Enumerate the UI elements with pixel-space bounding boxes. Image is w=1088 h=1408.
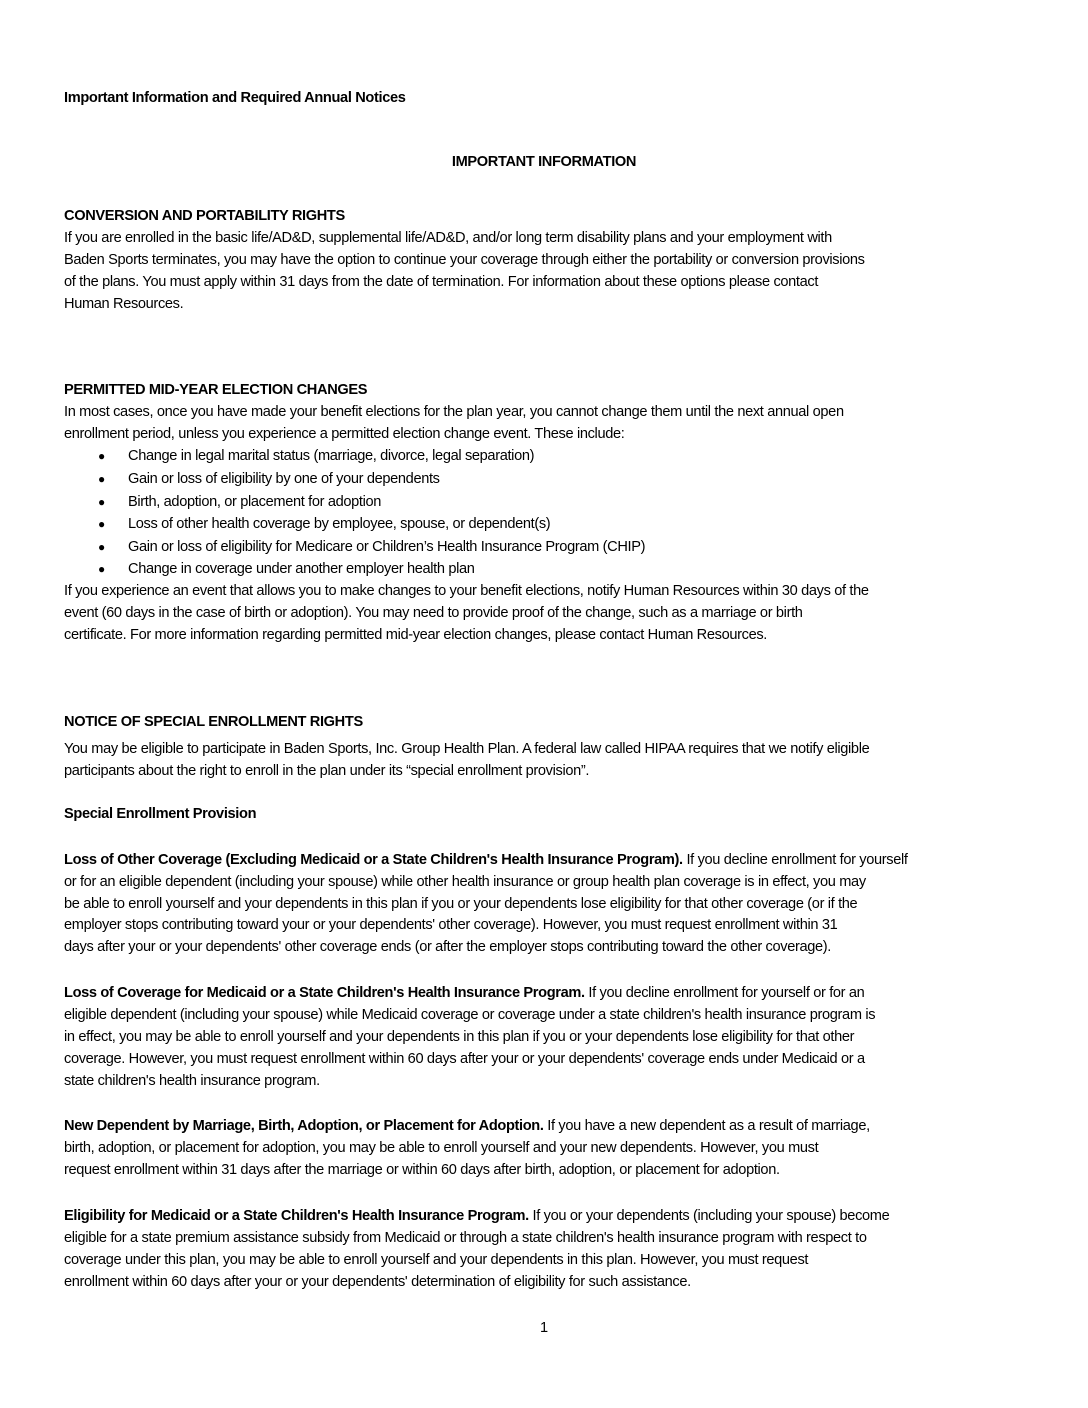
midyear-outro-line: event (60 days in the case of birth or adoption). You may need to provide proof of the change, such as a marriage or birth <box>64 605 803 621</box>
conversion-line: of the plans. You must apply within 31 days from the date of termination. For information about these options please contact <box>64 274 819 290</box>
provision-line: days after your or your dependents' other coverage ends (or after the employer stops contributing toward the other coverage). <box>64 939 832 955</box>
special-subheading: Special Enrollment Provision <box>64 806 257 822</box>
provision-first-line <box>64 1115 870 1137</box>
provision-line: request enrollment within 31 days after the marriage or within 60 days after birth, adoption, or placement for adoption. <box>64 1162 780 1178</box>
provision-line: in effect, you may be able to enroll yourself and your dependents in this plan if you or your dependents lose eligibility for that other <box>64 1029 855 1045</box>
bullet-icon: ● <box>98 472 106 486</box>
provision-line: enrollment within 60 days after your or your dependents' determination of eligibility for such assistance. <box>64 1274 691 1290</box>
midyear-intro-line: In most cases, once you have made your benefit elections for the plan year, you cannot change them until the next annual open <box>64 404 844 420</box>
list-item: Change in legal marital status (marriage, divorce, legal separation) <box>128 448 535 464</box>
midyear-outro-line: certificate. For more information regarding permitted mid-year election changes, please contact Human Resources. <box>64 627 767 643</box>
midyear-heading: PERMITTED MID-YEAR ELECTION CHANGES <box>64 382 368 398</box>
provision-line: coverage. However, you must request enrollment within 60 days after your or your dependents' coverage ends under Medicaid or a <box>64 1051 865 1067</box>
special-intro-line: participants about the right to enroll in the plan under its “special enrollment provision”. <box>64 763 590 779</box>
midyear-intro-line: enrollment period, unless you experience a permitted election change event. These include: <box>64 426 625 442</box>
provision-line: eligible dependent (including your spouse) while Medicaid coverage or coverage under a state children's health insurance program is <box>64 1007 876 1023</box>
conversion-line: Human Resources. <box>64 296 184 312</box>
provision-title: New Dependent by Marriage, Birth, Adoption, or Placement for Adoption. <box>64 1118 544 1134</box>
provision-line: coverage under this plan, you may be able to enroll yourself and your dependents in this plan. However, you must request <box>64 1252 809 1268</box>
list-item: Loss of other health coverage by employee, spouse, or dependent(s) <box>128 516 551 532</box>
provision-line: employer stops contributing toward your or your dependents' other coverage). However, you must request enrollment within 31 <box>64 917 838 933</box>
bullet-icon: ● <box>98 495 106 509</box>
conversion-line: Baden Sports terminates, you may have the option to continue your coverage through either the portability or conversion provisions <box>64 252 865 268</box>
provision-text: If you decline enrollment for yourself or for an <box>584 985 865 1001</box>
midyear-outro-line: If you experience an event that allows you to make changes to your benefit elections, notify Human Resources within 30 days of the <box>64 583 869 599</box>
provision-title: Loss of Other Coverage (Excluding Medicaid or a State Children's Health Insurance Program). <box>64 852 683 868</box>
list-item: Gain or loss of eligibility by one of your dependents <box>128 471 440 487</box>
special-heading: NOTICE OF SPECIAL ENROLLMENT RIGHTS <box>64 714 363 730</box>
special-intro-line: You may be eligible to participate in Baden Sports, Inc. Group Health Plan. A federal law called HIPAA requires that we notify eligible <box>64 741 870 757</box>
conversion-line: If you are enrolled in the basic life/AD&D, supplemental life/AD&D, and/or long term disability plans and your employment with <box>64 230 832 246</box>
provision-first-line <box>64 849 908 871</box>
bullet-icon: ● <box>98 562 106 576</box>
page-number: 1 <box>539 1320 549 1336</box>
provision-text: If you or your dependents (including your spouse) become <box>528 1208 890 1224</box>
provision-title: Loss of Coverage for Medicaid or a State Children's Health Insurance Program. <box>64 985 585 1001</box>
provision-line: or for an eligible dependent (including your spouse) while other health insurance or group health plan coverage is in effect, you may <box>64 874 866 890</box>
document-title: Important Information and Required Annual Notices <box>64 90 406 106</box>
bullet-icon: ● <box>98 517 106 531</box>
provision-text: If you have a new dependent as a result of marriage, <box>543 1118 870 1134</box>
provision-first-line <box>64 1205 889 1227</box>
provision-line: birth, adoption, or placement for adoption, you may be able to enroll yourself and your new dependents. However, you must <box>64 1140 819 1156</box>
provision-line: be able to enroll yourself and your dependents in this plan if you or your dependents lose eligibility for that other coverage (or if the <box>64 896 858 912</box>
section-title: IMPORTANT INFORMATION <box>451 154 637 170</box>
bullet-icon: ● <box>98 449 106 463</box>
list-item: Change in coverage under another employer health plan <box>128 561 475 577</box>
provision-line: state children's health insurance program. <box>64 1073 320 1089</box>
provision-title: Eligibility for Medicaid or a State Children's Health Insurance Program. <box>64 1208 529 1224</box>
list-item: Gain or loss of eligibility for Medicare or Children’s Health Insurance Program (CHIP) <box>128 539 646 555</box>
provision-first-line <box>64 982 864 1004</box>
provision-text: If you decline enrollment for yourself <box>682 852 908 868</box>
bullet-icon: ● <box>98 540 106 554</box>
provision-line: eligible for a state premium assistance subsidy from Medicaid or through a state children's health insurance program with respect to <box>64 1230 867 1246</box>
list-item: Birth, adoption, or placement for adoption <box>128 494 382 510</box>
conversion-heading: CONVERSION AND PORTABILITY RIGHTS <box>64 208 345 224</box>
